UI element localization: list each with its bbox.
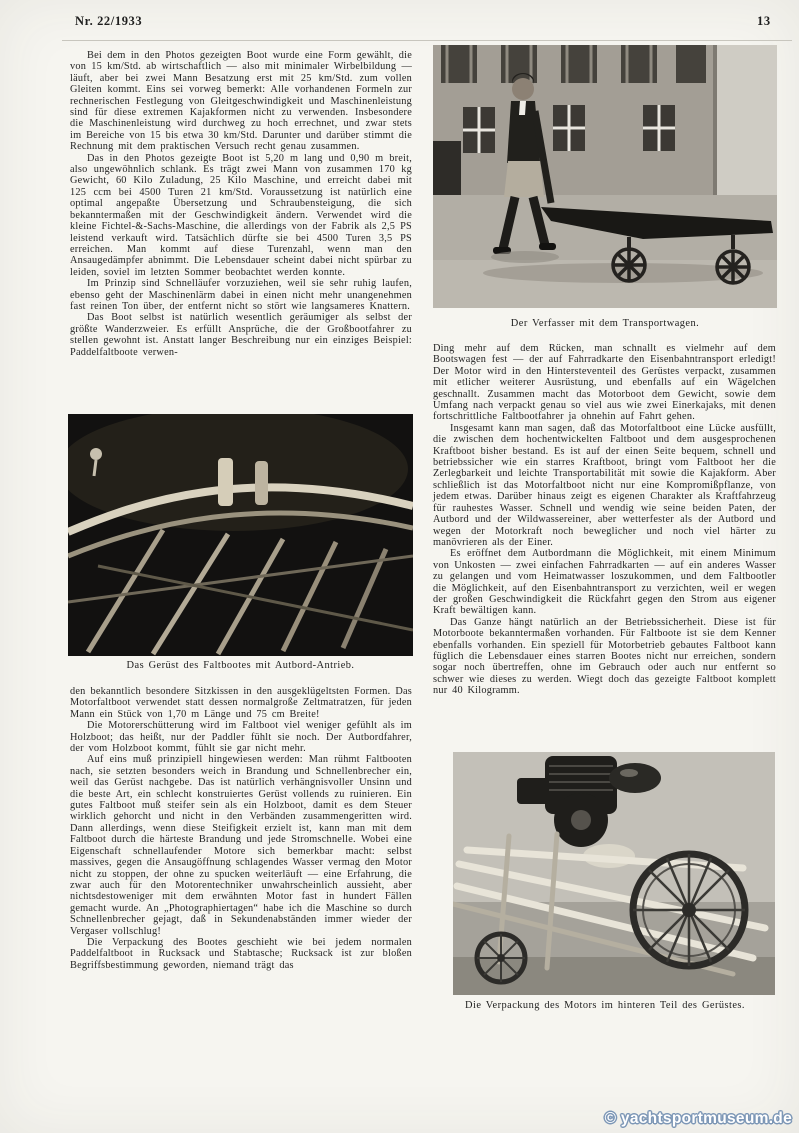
page-number: 13 — [757, 14, 771, 28]
body-paragraph: Bei dem in den Photos gezeigten Boot wurde eine Form gewählt, die von 15 km/Std. ab wirtschaftlich — also mit minimaler Wirbelbildung — läuft, aber bei zwei Mann Besatzung erst mit 25 km/Std. zum vollen Gleiten kommt. Eins sei vorweg bemerkt: Alle vorhandenen Formeln zur rechnerischen Festlegung von Gleitgeschwindigkeit und Maschinenleistung sind für diese extremen Kajakformen nicht zu verwenden. Insbesondere die Maschinenleistung wird durchweg zu hoch errechnet, und zwar stets im Bereiche von 15 bis etwa 30 km/Std. Darunter und darüber stimmt die Rechnung mit dem praktischen Versuch recht genau zusammen. — [70, 50, 412, 153]
body-paragraph: Es eröffnet dem Autbordmann die Möglichkeit, mit einem Minimum von Unkosten — zwei einfachen Fahrradkarten — auf ein anderes Wasser zu gelangen und vom Heimatwasser loszukommen, und dem Faltbootler die Möglichkeit, auf den Eisenbahntransport zu verzichten, weil er wegen der großen Geschwindigkeit die Rückfahrt gegen den Strom aus eigener Kraft bewältigen kann. — [433, 548, 776, 617]
photo-motor-packed — [453, 752, 775, 995]
body-paragraph: Im Prinzip sind Schnelläufer vorzuziehen, weil sie sehr ruhig laufen, ebenso geht der Maschinenlärm dabei in einen nicht mehr unangenehmen fast reinen Ton über, der entfernt nicht so stört wie langsameres Knattern. — [70, 278, 412, 312]
header-divider — [62, 40, 792, 41]
body-paragraph: Das in den Photos gezeigte Boot ist 5,20 m lang und 0,90 m breit, also ungewöhnlich schlank. Es trägt zwei Mann von zusammen 170 kg Gewicht, 60 Kilo Zuladung, 25 Kilo Maschine, und erreicht dabei mit 125 ccm bei 4500 Turen 21 km/Std. Voraussetzung ist natürlich eine optimal angepaßte Übersetzung und Schraubensteigung, die sich bekanntermaßen mit der Geschwindigkeit ändern. Verwendet wird die kleine Fichtel-&-Sachs-Maschine, die allerdings von der Fabrik als 2,5 PS leistend verkauft wird. Tatsächlich dürfte sie bei 4500 Turen 3,5 PS erreichen. Man kommt auf diese Turenzahl, wenn man den Ansaugedämpfer abnimmt. Die Lebensdauer scheint dabei nicht spürbar zu leiden, soviel im letzten Sommer beobachtet werden konnte. — [70, 152, 412, 278]
watermark: © yachtsportmuseum.de — [604, 1110, 792, 1127]
body-paragraph: Auf eins muß prinzipiell hingewiesen werden: Man rühmt Faltbooten nach, sie setzten besonders weich in Brandung und Schnellenbrecher ein, weil das Gerüst nachgebe. Das ist natürlich verhängnisvoller Unsinn und die beste Art, ein schlecht konstruiertes Gerüst vollends zu ruinieren. Ein gutes Faltboot muß steifer sein als ein Holzboot, damit es dem Steuer wirklich gehorcht und nicht in den Verbänden zusammengeritten wird. Dann allerdings, wenn diese Steifigkeit erzielt ist, kann man mit dem Faltboot durch die härteste Brandung und jede Stromschnelle. Wobei eine Eigenschaft schnellaufender Motore sich bemerkbar macht: selbst massives, gegen die Ansaugöffnung schlagendes Wasser vermag den Motor nicht zu stoppen, der ohne zu spucken weiterläuft — eine Erfahrung, die zwar auch für den Motorentechniker unwahrscheinlich aussieht, aber nichtsdestoweniger mit dem erwähnten Motor fast in hundert Fällen gemacht wurde. An „Photographiertagen“ habe ich die Maschine so durch Schnellenbrecher gejagt, daß in Sekundenabständen immer wieder der Vergaser vollschlug! — [70, 754, 412, 937]
right-column-text — [433, 343, 776, 697]
photo-boat-frame — [68, 414, 413, 656]
left-column-bottom-text — [70, 686, 412, 971]
body-paragraph: Insgesamt kann man sagen, daß das Motorfaltboot eine Lücke ausfüllt, die zwischen dem hochentwickelten Faltboot und dem ausgesprochenen Kraftboot bisher bestand. Es ist auf der einen Seite bequem, schnell und betriebssicher wie ein starres Kraftboot, bringt vom Faltboot her die Zerlegbarkeit und leichte Transportabilität mit sowie die Kajakform. Aber schließlich ist das Motorfaltboot nicht nur eine Kompromißpflanze, von jedem etwas. Darüber hinaus zeigt es eigenen Charakter als Kraftfahrzeug für rauhestes Wasser. Schnell und wendig wie seine beiden Paten, der Autbord und der Wildwassereiner, aber wetterfester als der Autbord und wegen der Motorkraft noch beweglicher und noch viel härter zu manövrieren als der Einer. — [433, 422, 776, 548]
caption-boat-frame: Das Gerüst des Faltbootes mit Autbord-Antrieb. — [126, 660, 355, 671]
body-paragraph: Die Motorerschütterung wird im Faltboot viel weniger gefühlt als im Holzboot; das heißt, nur der Paddler fühlt sie noch. Der Autbordfahrer, der vom Holzboot kommt, fühlt sie gar nicht mehr. — [70, 720, 412, 755]
body-paragraph: Das Ganze hängt natürlich an der Betriebssicherheit. Diese ist für Motorboote bekanntermaßen vorhanden. Für Faltboote ist sie dem Kenner ebenfalls vorhanden. Ein speziell für Motorbetrieb gebautes Faltboot kann füglich die Lebensdauer eines starren Bootes nicht nur erreichen, sondern sogar noch übertreffen, ohne im Gebrauch oder auch nur entfernt so schwer wie dieses zu werden. Wiegt doch das gezeigte Faltboot komplett nur 40 Kilogramm. — [433, 616, 776, 697]
body-paragraph: den bekanntlich besondere Sitzkissen in den ausgeklügeltsten Formen. Das Motorfaltboot verwendet statt dessen normalgroße Zeltmatratzen, für jeden Mann ein Stück von 1,70 m Länge und 75 cm Breite! — [70, 686, 412, 720]
left-column-top-text — [70, 50, 412, 358]
body-paragraph: Die Verpackung des Bootes geschieht wie bei jedem normalen Paddelfaltboot in Rucksack und Stabtasche; Rucksack ist zur bloßen Begriffsbestimmung geworden, niemand trägt das — [70, 936, 412, 971]
body-paragraph: Ding mehr auf dem Rücken, man schnallt es vielmehr auf dem Bootswagen fest — der auf Fahrradkarte den Eisenbahntransport erledigt! Der Motor wird in den Hintersteventeil des Gerüstes verpackt, zusammen mit etlicher weiterer Ausrüstung, und ebenfalls auf ein Wägelchen geschnallt. Zusammen macht das Motorboot dem Gewicht, sowie dem Umfang nach verpackt genau so viel aus wie zwei Einerkajaks, mit denen fortschrittliche Faltbootfahrer ja ohnehin auf Fahrt gehen. — [433, 343, 776, 423]
body-paragraph: Das Boot selbst ist natürlich wesentlich geräumiger als selbst der größte Wanderzweier. Es erfüllt Ansprüche, die der Großbootfahrer zu stellen gewohnt ist. Anstatt langer Beschreibung nur ein einziges Beispiel: Paddelfaltboote verwen- — [70, 312, 412, 358]
caption-motor-packed: Die Verpackung des Motors im hinteren Teil des Gerüstes. — [465, 1000, 745, 1011]
caption-transport-wagon: Der Verfasser mit dem Transportwagen. — [510, 318, 700, 329]
photo-transport-wagon — [433, 45, 777, 308]
issue-number: Nr. 22/1933 — [75, 14, 143, 28]
